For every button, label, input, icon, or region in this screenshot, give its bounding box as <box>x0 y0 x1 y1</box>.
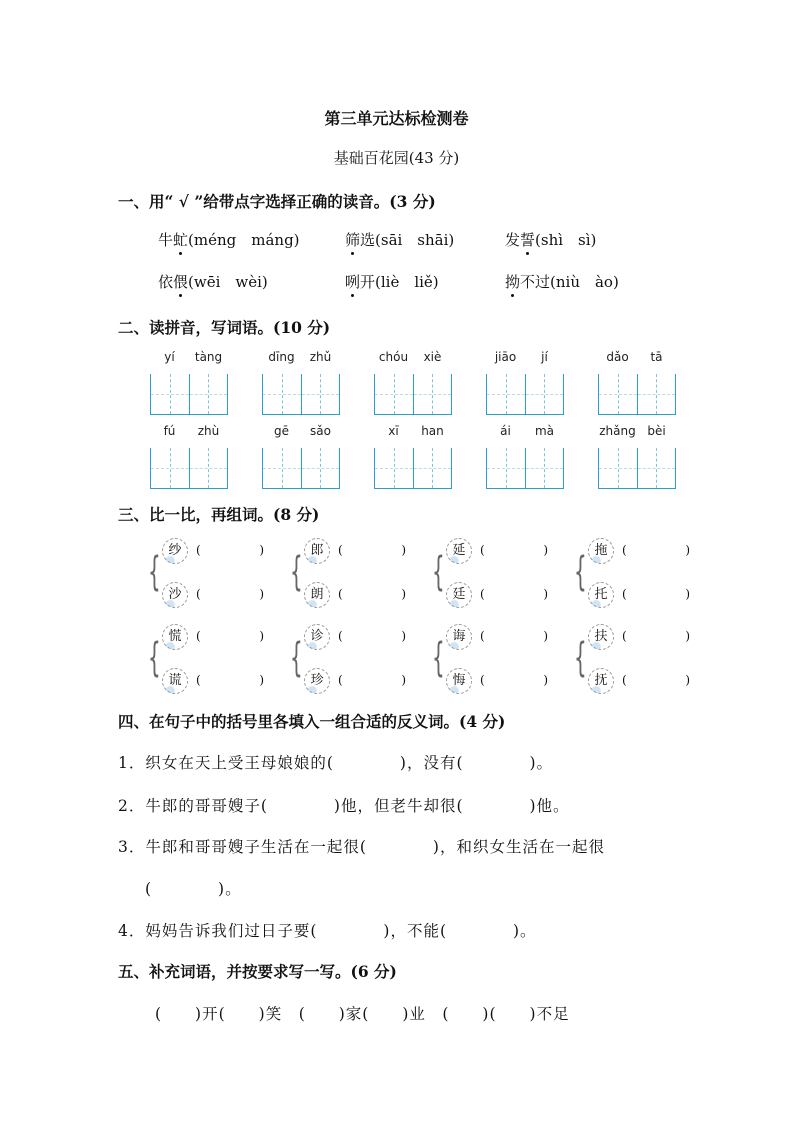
answer-blank[interactable] <box>480 543 548 557</box>
writing-box[interactable] <box>486 374 526 414</box>
paren-close: ) <box>685 587 690 601</box>
answer-blank[interactable] <box>196 543 264 557</box>
paren-close: ) <box>401 587 406 601</box>
pinyin-writing-group <box>150 350 228 415</box>
section-4-heading: 四、在句子中的括号里各填入一组合适的反义词。(4 分) <box>118 712 506 731</box>
answer-blank[interactable] <box>338 629 406 643</box>
pinyin: zhǎng <box>599 424 636 438</box>
paren-open: ( <box>622 629 627 643</box>
compare-pair <box>432 624 562 694</box>
paren-open: ( <box>480 629 485 643</box>
paren-close: ) <box>685 629 690 643</box>
character: 托 <box>588 582 614 608</box>
writing-box[interactable] <box>150 374 190 414</box>
section-3-heading: 三、比一比，再组词。(8 分) <box>118 505 320 524</box>
character: 谎 <box>162 668 188 694</box>
paren-close: ) <box>259 673 264 687</box>
character: 珍 <box>304 668 330 694</box>
paren-open: ( <box>622 673 627 687</box>
paren-open: ( <box>338 587 343 601</box>
character: 扶 <box>588 624 614 650</box>
writing-box[interactable] <box>526 374 565 414</box>
item-text: 依 <box>158 273 174 291</box>
pinyin-writing-group <box>150 424 228 489</box>
paren-close: ) <box>543 673 548 687</box>
character: 廷 <box>446 582 472 608</box>
section-1-heading: 一、用“ √ ”给带点字选择正确的读音。(3 分) <box>118 192 436 211</box>
pinyin: fú <box>163 424 176 438</box>
item-text: (méng máng) <box>188 231 300 249</box>
pinyin-writing-group <box>374 350 452 415</box>
answer-blank[interactable] <box>196 673 264 687</box>
item-text: (wēi wèi) <box>188 273 268 291</box>
pronunciation-item <box>505 229 596 250</box>
paren-open: ( <box>480 587 485 601</box>
brace-icon: { <box>290 549 303 595</box>
dotted-character: 偎 <box>173 273 189 291</box>
brace-icon: { <box>574 635 587 681</box>
pinyin-writing-group <box>486 350 564 415</box>
character: 拖 <box>588 538 614 564</box>
pinyin-writing-group <box>598 350 676 415</box>
brace-icon: { <box>432 635 445 681</box>
writing-box[interactable] <box>262 448 302 488</box>
answer-blank[interactable] <box>622 543 690 557</box>
item-text: 发 <box>505 231 521 249</box>
pronunciation-item <box>345 271 439 292</box>
writing-box[interactable] <box>638 374 677 414</box>
writing-box[interactable] <box>190 374 229 414</box>
answer-blank[interactable] <box>196 629 264 643</box>
answer-blank[interactable] <box>480 587 548 601</box>
character: 悔 <box>446 668 472 694</box>
pinyin: mà <box>534 424 555 438</box>
brace-icon: { <box>574 549 587 595</box>
character: 诲 <box>446 624 472 650</box>
writing-box[interactable] <box>302 448 341 488</box>
writing-box[interactable] <box>262 374 302 414</box>
question-line: 3．牛郎和哥哥嫂子生活在一起很( )，和织女生活在一起很 <box>118 838 605 856</box>
pinyin: han <box>421 424 444 438</box>
pinyin: gē <box>274 424 289 438</box>
answer-blank[interactable] <box>338 587 406 601</box>
dotted-character: 誓 <box>520 231 536 249</box>
character: 郎 <box>304 538 330 564</box>
pinyin-writing-group <box>486 424 564 489</box>
pinyin: chóu <box>378 350 409 364</box>
question-line: 4．妈妈告诉我们过日子要( )，不能( )。 <box>118 922 537 940</box>
paren-close: ) <box>401 543 406 557</box>
item-text: 开(liè liě) <box>360 273 439 291</box>
item-text: 不过(niù ào) <box>520 273 619 291</box>
pinyin-writing-group <box>262 350 340 415</box>
fill-words-line: ( )开( )笑 ( )家( )业 ( )( )不足 <box>155 1005 570 1023</box>
section-5-heading: 五、补充词语，并按要求写一写。(6 分) <box>118 962 397 981</box>
item-text: 选(sāi shāi) <box>360 231 455 249</box>
character: 纱 <box>162 538 188 564</box>
page-title: 第三单元达标检测卷 <box>324 109 469 128</box>
paren-open: ( <box>196 587 201 601</box>
dotted-character: 咧 <box>345 273 361 291</box>
pinyin: jí <box>541 350 548 364</box>
pinyin: xiè <box>423 350 442 364</box>
character: 延 <box>446 538 472 564</box>
paren-open: ( <box>622 587 627 601</box>
pronunciation-item <box>158 229 300 250</box>
pinyin: tàng <box>194 350 223 364</box>
pinyin: sǎo <box>310 424 331 438</box>
paren-open: ( <box>338 673 343 687</box>
answer-blank[interactable] <box>196 587 264 601</box>
paren-close: ) <box>543 543 548 557</box>
pronunciation-item <box>158 271 268 292</box>
pinyin: xī <box>388 424 399 438</box>
paren-open: ( <box>196 543 201 557</box>
pinyin: jiāo <box>494 350 517 364</box>
answer-blank[interactable] <box>480 673 548 687</box>
pinyin: zhǔ <box>309 350 332 364</box>
pronunciation-item <box>345 229 454 250</box>
writing-box[interactable] <box>486 448 526 488</box>
pinyin-writing-group <box>374 424 452 489</box>
dotted-character: 筛 <box>345 231 361 249</box>
paren-open: ( <box>196 629 201 643</box>
pinyin: zhù <box>197 424 220 438</box>
answer-blank[interactable] <box>622 587 690 601</box>
writing-box[interactable] <box>374 448 414 488</box>
writing-box[interactable] <box>374 374 414 414</box>
pinyin-writing-group <box>598 424 676 489</box>
paren-open: ( <box>480 673 485 687</box>
question-line: 1．织女在天上受王母娘娘的( )，没有( )。 <box>118 754 554 772</box>
item-text: (shì sì) <box>535 231 597 249</box>
subtitle: 基础百花园(43 分) <box>333 149 460 167</box>
pinyin-writing-group <box>262 424 340 489</box>
writing-box[interactable] <box>526 448 565 488</box>
compare-pair <box>290 624 420 694</box>
paren-open: ( <box>338 629 343 643</box>
question-line: 2．牛郎的哥哥嫂子( )他，但老牛却很( )他。 <box>118 797 570 815</box>
character: 慌 <box>162 624 188 650</box>
paren-close: ) <box>685 673 690 687</box>
paren-open: ( <box>622 543 627 557</box>
paren-close: ) <box>543 587 548 601</box>
writing-box[interactable] <box>302 374 341 414</box>
dotted-character: 虻 <box>173 231 189 249</box>
paren-open: ( <box>480 543 485 557</box>
item-text: 牛 <box>158 231 174 249</box>
writing-box[interactable] <box>598 374 638 414</box>
compare-pair <box>148 624 278 694</box>
paren-close: ) <box>685 543 690 557</box>
answer-blank[interactable] <box>338 543 406 557</box>
paren-close: ) <box>259 629 264 643</box>
writing-box[interactable] <box>598 448 638 488</box>
writing-box[interactable] <box>638 448 677 488</box>
question-line: ( )。 <box>145 880 242 898</box>
character: 朗 <box>304 582 330 608</box>
paren-close: ) <box>543 629 548 643</box>
paren-close: ) <box>259 587 264 601</box>
pinyin: dǎo <box>606 350 629 364</box>
pinyin: yí <box>164 350 175 364</box>
character: 抚 <box>588 668 614 694</box>
paren-open: ( <box>196 673 201 687</box>
pinyin: dīng <box>268 350 295 364</box>
paren-close: ) <box>259 543 264 557</box>
compare-pair <box>574 538 704 608</box>
compare-pair <box>574 624 704 694</box>
compare-pair <box>290 538 420 608</box>
pronunciation-item <box>505 271 619 292</box>
brace-icon: { <box>290 635 303 681</box>
character: 沙 <box>162 582 188 608</box>
section-2-heading: 二、读拼音，写词语。(10 分) <box>118 318 331 337</box>
brace-icon: { <box>148 635 161 681</box>
writing-box[interactable] <box>414 374 453 414</box>
paren-close: ) <box>401 673 406 687</box>
compare-pair <box>148 538 278 608</box>
answer-blank[interactable] <box>622 673 690 687</box>
pinyin: ái <box>500 424 511 438</box>
answer-blank[interactable] <box>480 629 548 643</box>
paren-open: ( <box>338 543 343 557</box>
dotted-character: 拗 <box>505 273 521 291</box>
writing-box[interactable] <box>414 448 453 488</box>
writing-box[interactable] <box>190 448 229 488</box>
writing-box[interactable] <box>150 448 190 488</box>
character: 诊 <box>304 624 330 650</box>
answer-blank[interactable] <box>622 629 690 643</box>
pinyin: tā <box>650 350 663 364</box>
answer-blank[interactable] <box>338 673 406 687</box>
paren-close: ) <box>401 629 406 643</box>
brace-icon: { <box>148 549 161 595</box>
compare-pair <box>432 538 562 608</box>
brace-icon: { <box>432 549 445 595</box>
pinyin: bèi <box>647 424 666 438</box>
